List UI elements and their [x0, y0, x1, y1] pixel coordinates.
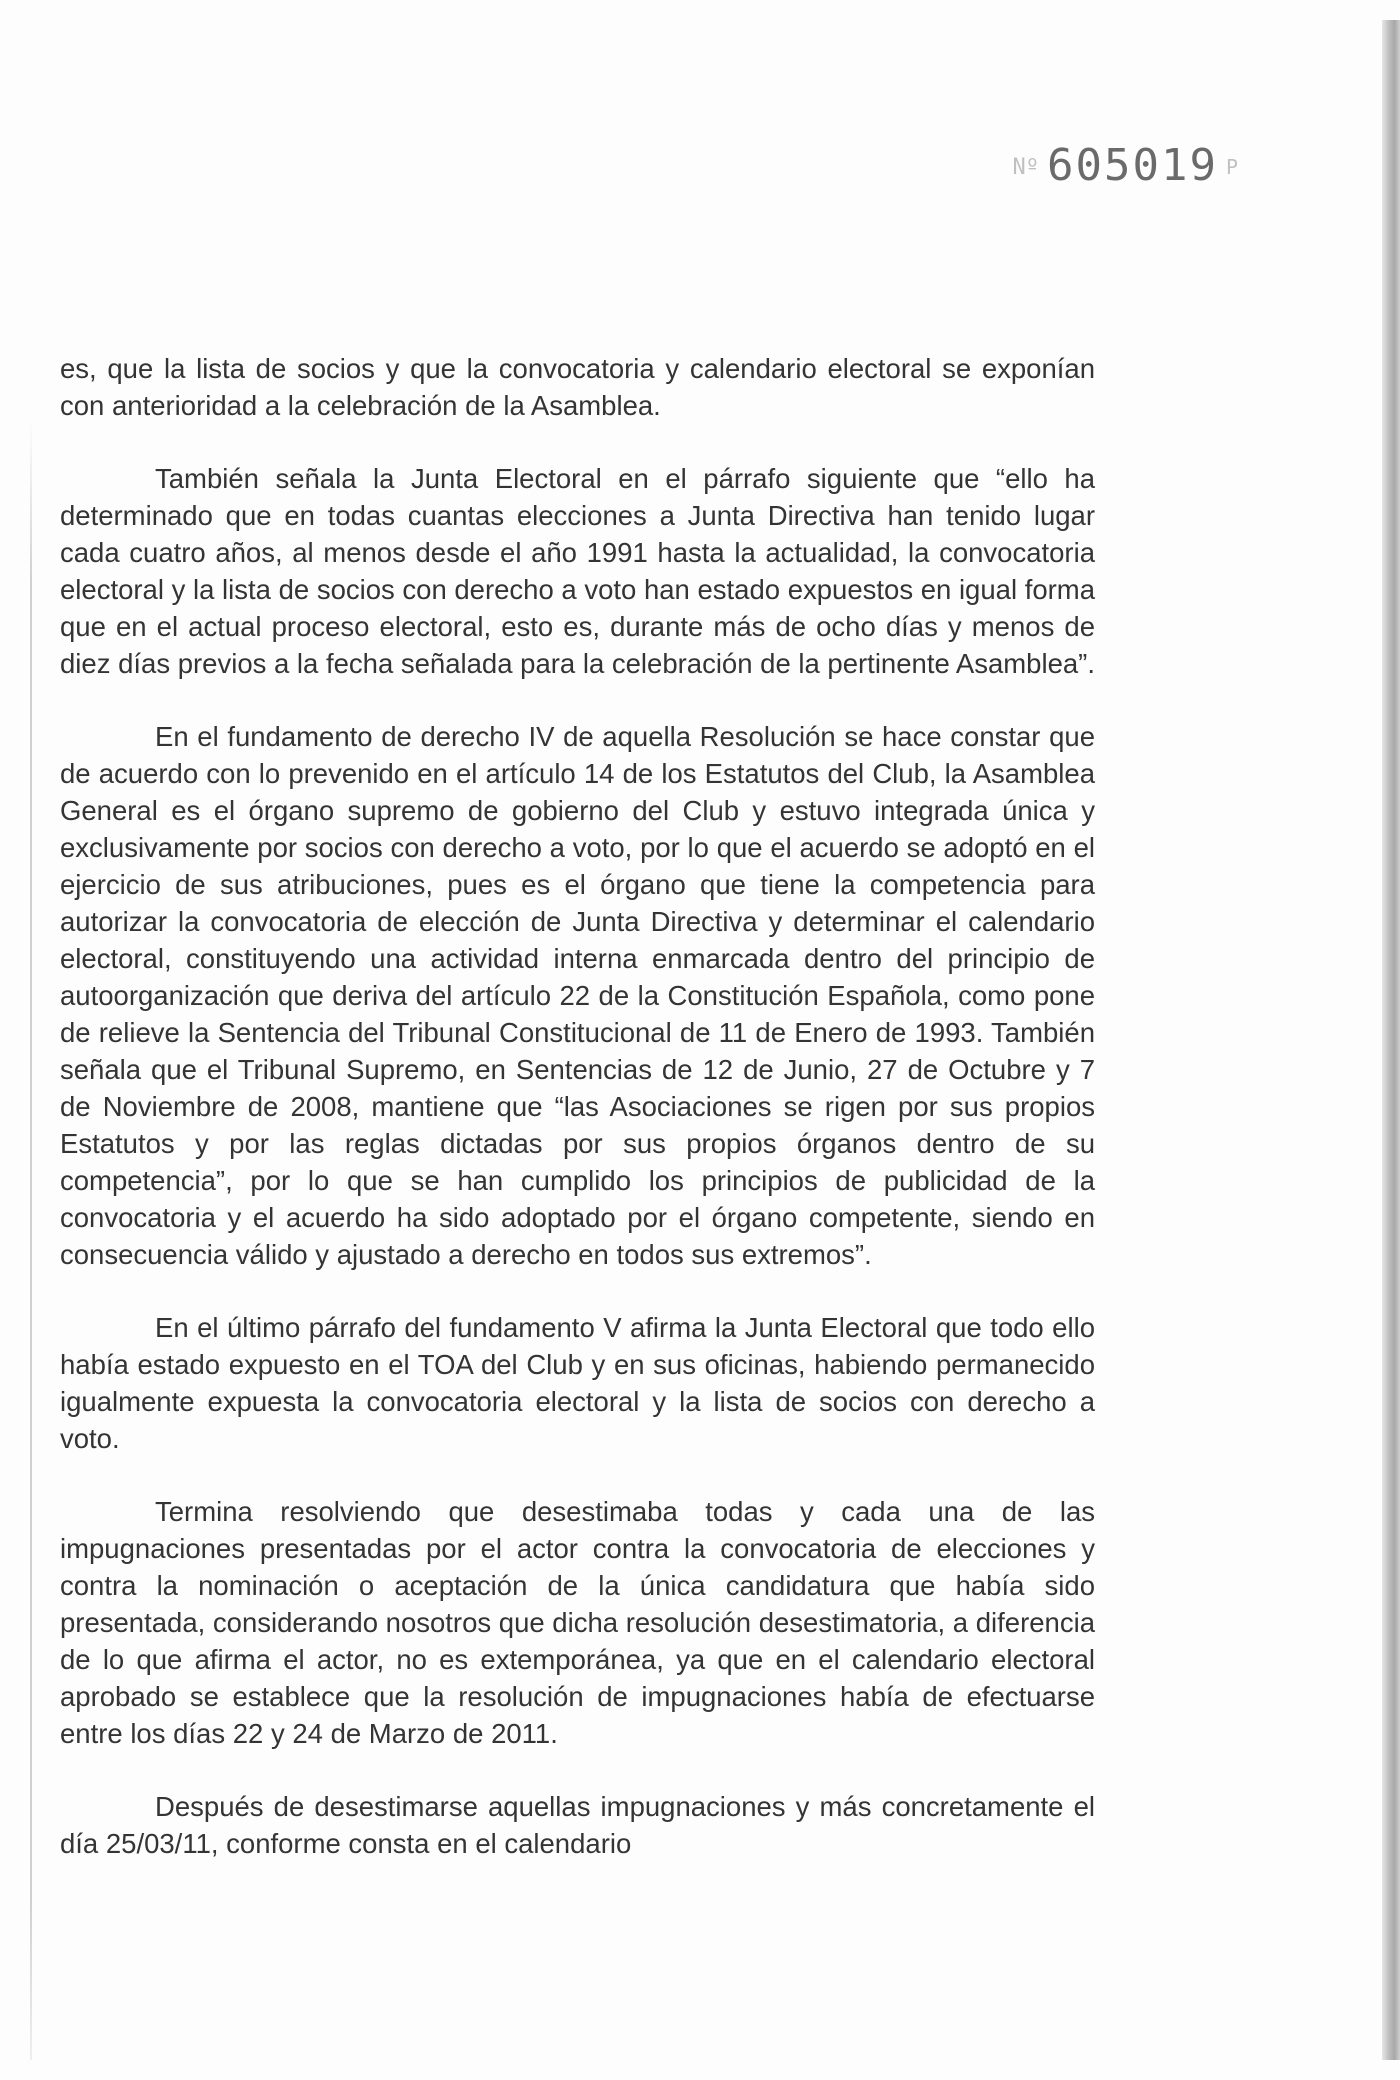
document-number — [1013, 140, 1241, 191]
scan-edge-shadow — [1382, 20, 1400, 2060]
paragraph-2: También señala la Junta Electoral en el párrafo siguiente que “ello ha determinado que en todas cuantas elecciones a Junta Directiva han tenido lugar cada cuatro años, al menos desde el año 1991 hasta la actualidad, la convocatoria electoral y la lista de socios con derecho a voto han estado expuestos en igual forma que en el actual proceso electoral, esto es, durante más de ocho días y menos de diez días previos a la fecha señalada para la celebración de la pertinente Asamblea”. — [60, 463, 1095, 679]
paragraph-1: es, que la lista de socios y que la convocatoria y calendario electoral se exponían con anterioridad a la celebración de la Asamblea. — [60, 353, 1095, 421]
document-number-prefix: Nº — [1012, 155, 1039, 180]
document-number-value: 605019 — [1047, 140, 1218, 191]
scan-margin-line — [30, 420, 32, 2060]
paragraph-6: Después de desestimarse aquellas impugnaciones y más concretamente el día 25/03/11, conforme consta en el calendario — [60, 1791, 1095, 1859]
paragraph-3: En el fundamento de derecho IV de aquella Resolución se hace constar que de acuerdo con lo prevenido en el artículo 14 de los Estatutos del Club, la Asamblea General es el órgano supremo de gobierno del Club y estuvo integrada única y exclusivamente por socios con derecho a voto, por lo que el acuerdo se adoptó en el ejercicio de sus atribuciones, pues es el órgano que tiene la competencia para autorizar la convocatoria de elección de Junta Directiva y determinar el calendario electoral, constituyendo una actividad interna enmarcada dentro del principio de autoorganización que deriva del artículo 22 de la Constitución Española, como pone de relieve la Sentencia del Tribunal Constitucional de 11 de Enero de 1993. También señala que el Tribunal Supremo, en Sentencias de 12 de Junio, 27 de Octubre y 7 de Noviembre de 2008, mantiene que “las Asociaciones se rigen por sus propios Estatutos y por las reglas dictadas por sus propios órganos dentro de su competencia”, por lo que se han cumplido los principios de publicidad de la convocatoria y el acuerdo ha sido adoptado por el órgano competente, siendo en consecuencia válido y ajustado a derecho en todos sus extremos”. — [60, 721, 1095, 1270]
paragraph-4: En el último párrafo del fundamento V afirma la Junta Electoral que todo ello había estado expuesto en el TOA del Club y en sus oficinas, habiendo permanecido igualmente expuesta la convocatoria electoral y la lista de socios con derecho a voto. — [60, 1312, 1095, 1454]
document-number-suffix: P — [1225, 155, 1240, 179]
paragraph-5: Termina resolviendo que desestimaba todas y cada una de las impugnaciones presentadas por el actor contra la convocatoria de elecciones y contra la nominación o aceptación de la única candidatura que había sido presentada, considerando nosotros que dicha resolución desestimatoria, a diferencia de lo que afirma el actor, no es extemporánea, ya que en el calendario electoral aprobado se establece que la resolución de impugnaciones había de efectuarse entre los días 22 y 24 de Marzo de 2011. — [60, 1496, 1095, 1749]
document-body — [60, 350, 1095, 1898]
